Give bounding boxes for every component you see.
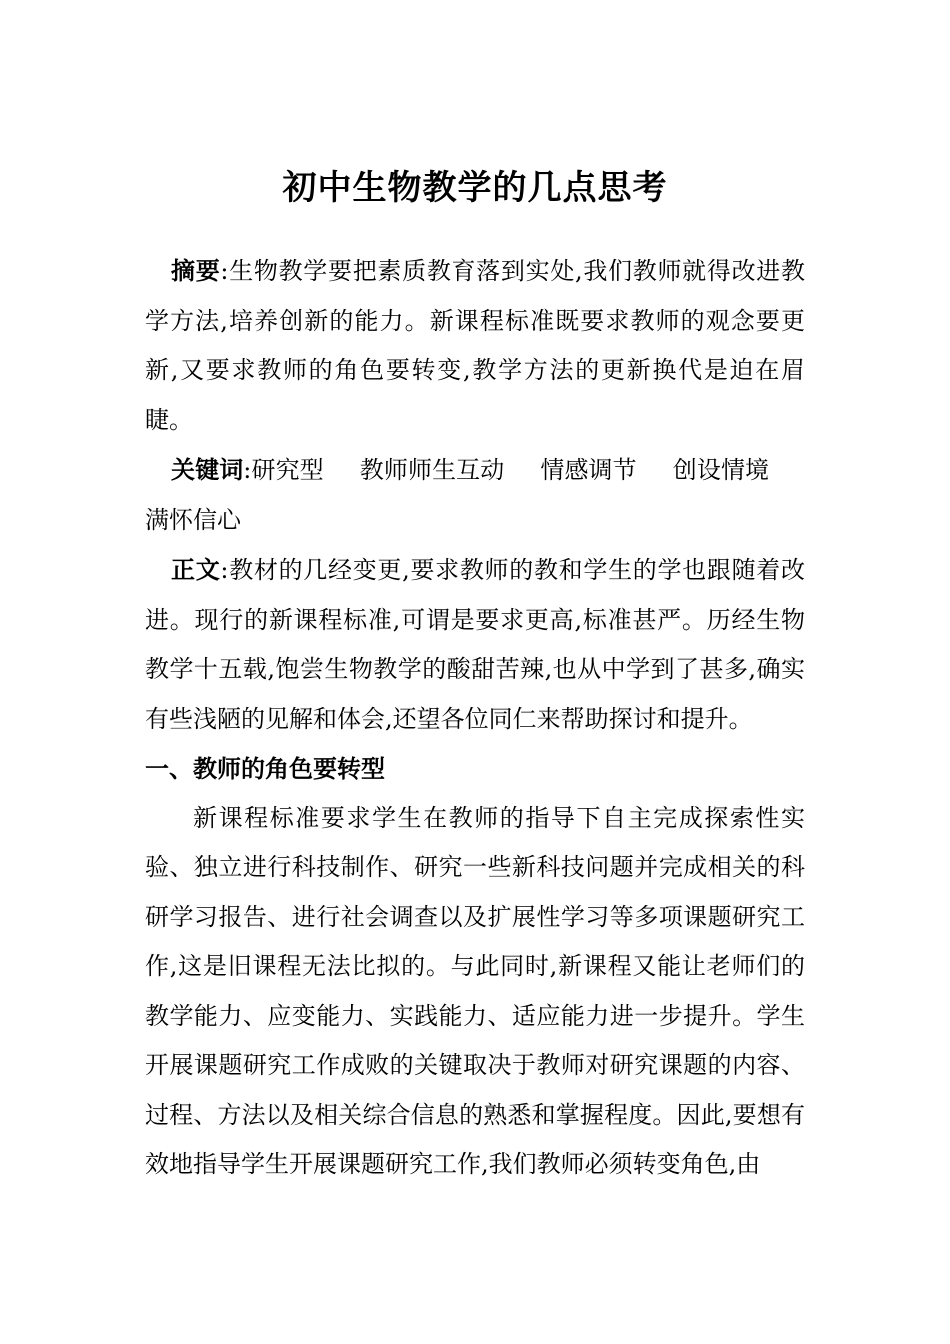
body-label: 正文 bbox=[171, 555, 221, 584]
document-body bbox=[145, 246, 805, 1190]
keyword-item: 创设情境 bbox=[672, 456, 770, 484]
keyword-item: 教师师生互动 bbox=[359, 456, 505, 484]
section-heading: 一、教师的角色要转型 bbox=[145, 754, 385, 783]
keywords-label: 关键词 bbox=[171, 455, 244, 484]
abstract-text: 生物教学要把素质教育落到实处,我们教师就得改进教学方法,培养创新的能力。新课程标准既要求教师的观念要更新,又要求教师的角色要转变,教学方法的更新换代是迫在眉睫。 bbox=[145, 257, 805, 434]
section-paragraph: 新课程标准要求学生在教师的指导下自主完成探索性实验、独立进行科技制作、研究一些新科技问题并完成相关的科研学习报告、进行社会调查以及扩展性学习等多项课题研究工作,这是旧课程无法比拟的。与此同时,新课程又能让老师们的教学能力、应变能力、实践能力、适应能力进一步提升。学生开展课题研究工作成败的关键取决于教师对研究课题的内容、过程、方法以及相关综合信息的熟悉和掌握程度。因此,要想有效地指导学生开展课题研究工作,我们教师必须转变角色,由 bbox=[145, 803, 805, 1178]
keyword-item: 满怀信心 bbox=[145, 505, 241, 534]
keywords-paragraph bbox=[145, 445, 805, 545]
document-title: 初中生物教学的几点思考 bbox=[282, 168, 668, 208]
abstract-label: 摘要 bbox=[171, 256, 221, 285]
keyword-item: 情感调节 bbox=[540, 456, 637, 484]
body-paragraph bbox=[145, 545, 805, 744]
keyword-item: 研究型 bbox=[251, 456, 324, 484]
body-separator: : bbox=[220, 556, 229, 584]
abstract-paragraph bbox=[145, 246, 805, 445]
abstract-separator: : bbox=[220, 257, 229, 285]
body-text: 教材的几经变更,要求教师的教和学生的学也跟随着改进。现行的新课程标准,可谓是要求更高,标准甚严。历经生物教学十五载,饱尝生物教学的酸甜苦辣,也从中学到了甚多,确实有些浅陋的见解和体会,还望各位同仁来帮助探讨和提升。 bbox=[145, 556, 805, 733]
keywords-separator: : bbox=[243, 456, 252, 484]
